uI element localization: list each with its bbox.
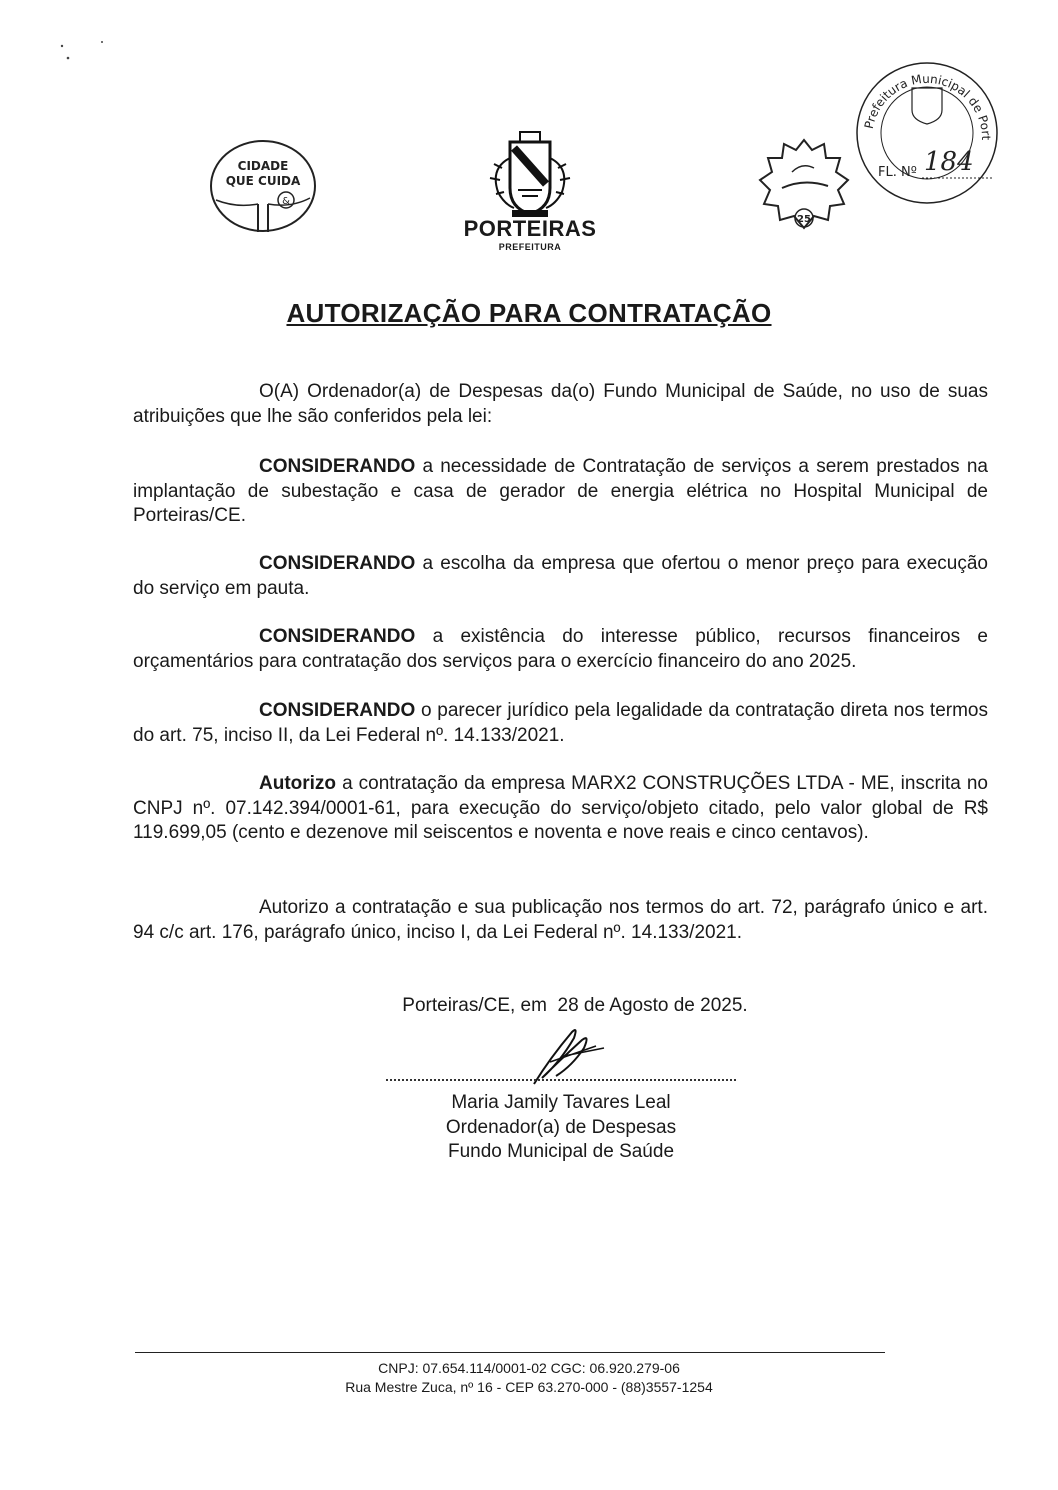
paragraph-considerando-2 [133, 552, 988, 601]
paragraph-considerando-1 [133, 455, 988, 529]
stamp-folio-number: 184 [924, 147, 974, 177]
paragraph-text: Autorizo a contratação e sua publicação nos termos do art. 72, parágrafo único e art. 94 c/c art. 176, parágrafo único, inciso I, da Lei Federal nº. 14.133/2021. [133, 897, 988, 943]
signatory-name: Maria Jamily Tavares Leal [451, 1092, 671, 1113]
paragraph-lead: Autorizo [259, 773, 337, 794]
footer-divider [135, 1352, 885, 1353]
footer-line-cnpj: CNPJ: 07.654.114/0001-02 CGC: 06.920.279-06 [378, 1360, 680, 1376]
paragraph-text: a existência do interesse público, recursos financeiros e orçamentários para contratação dos serviços para o exercício financeiro do ano 2025. [133, 626, 988, 672]
paragraph-lead: CONSIDERANDO [259, 700, 416, 721]
document-title: AUTORIZAÇÃO PARA CONTRATAÇÃO [286, 298, 772, 328]
paragraph-text: a contratação da empresa MARX2 CONSTRUÇÕES LTDA - ME, inscrita no CNPJ nº. 07.142.394/0001-61, para execução do serviço/objeto citado, pelo valor global de R$ 119.699,05 (cento e dezenove mil seiscentos e noventa e nove reais e cinco centavos). [133, 773, 988, 843]
stamp-ring-text: Prefeitura Municipal de Port [861, 71, 994, 141]
scan-specks [56, 38, 116, 68]
paragraph-autorizo-publicacao [133, 896, 988, 945]
paragraph-text: a escolha da empresa que ofertou o menor preço para execução do serviço em pauta. [133, 553, 988, 599]
paragraph-autorizo-contratacao [133, 772, 988, 846]
paragraph-text: a necessidade de Contratação de serviços a serem prestados na implantação de subestação e casa de gerador de energia elétrica no Hospital Municipal de Porteiras/CE. [133, 456, 988, 526]
stamp-folio-label: FL. Nº [878, 165, 917, 180]
cidade-que-cuida-logo [206, 138, 324, 234]
paragraph-considerando-4 [133, 699, 988, 748]
signatory-block [386, 1091, 736, 1165]
brand-name: PORTEIRAS [463, 216, 597, 241]
footer-line-address: Rua Mestre Zuca, nº 16 - CEP 63.270-000 - (88)3557-1254 [345, 1379, 713, 1395]
cidade-logo-line1: CIDADE [237, 159, 289, 173]
brand-subtitle: PREFEITURA [498, 242, 562, 252]
svg-text:&: & [282, 196, 290, 207]
signatory-entity: Fundo Municipal de Saúde [447, 1141, 675, 1162]
paragraph-lead: CONSIDERANDO [259, 456, 416, 477]
paragraph-considerando-3 [133, 625, 988, 674]
porteiras-crest-icon [480, 128, 580, 222]
anniversary-number: 25 [797, 214, 811, 225]
paragraph-lead: CONSIDERANDO [259, 626, 416, 647]
svg-text:Prefeitura Municipal de Portei [852, 58, 993, 141]
cidade-logo-line2: QUE CUIDA [225, 174, 301, 188]
signatory-role: Ordenador(a) de Despesas [445, 1116, 677, 1138]
anniversary-25-logo [752, 132, 856, 236]
paragraph-intro [133, 380, 988, 429]
folio-stamp [852, 58, 1002, 208]
paragraph-text: O(A) Ordenador(a) de Despesas da(o) Fundo Municipal de Saúde, no uso de suas atribuições que lhe são conferidos pela lei: [133, 381, 988, 427]
signature-line [386, 1079, 736, 1081]
paragraph-lead: CONSIDERANDO [259, 553, 416, 574]
paragraph-text: o parecer jurídico pela legalidade da contratação direta nos termos do art. 75, inciso II, da Lei Federal nº. 14.133/2021. [133, 700, 988, 746]
date-line: Porteiras/CE, em 28 de Agosto de 2025. [402, 995, 748, 1016]
footer [0, 1359, 1058, 1397]
